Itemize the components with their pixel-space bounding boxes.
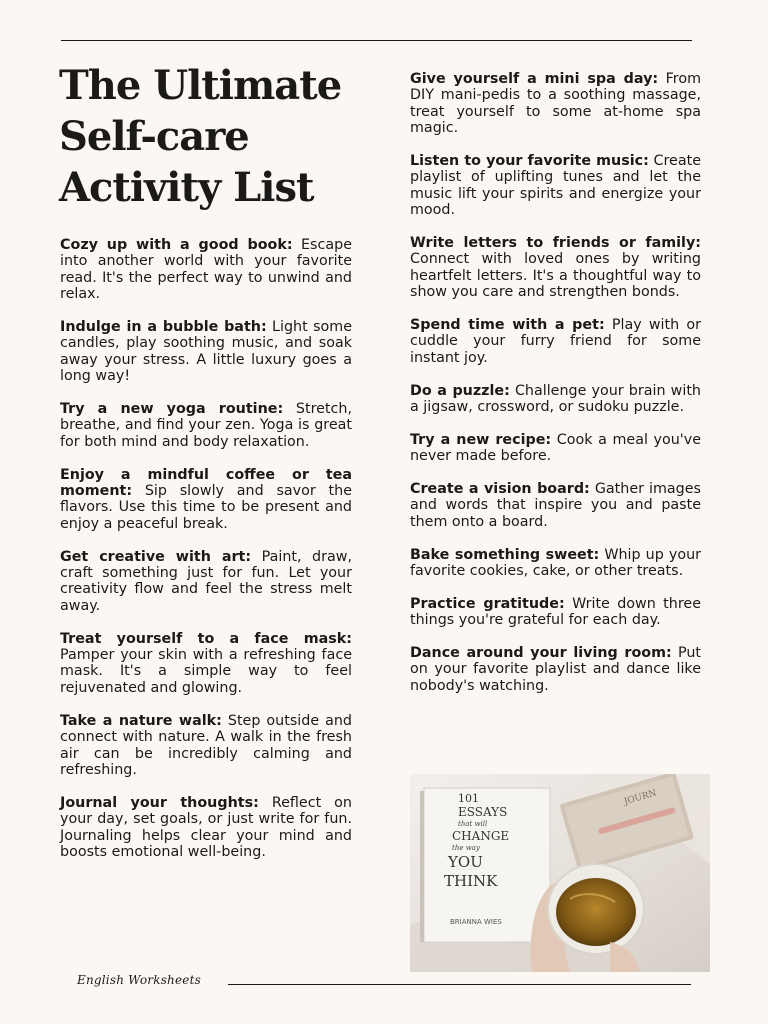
activity-title: Get creative with art: xyxy=(60,548,252,565)
activity-description: Sip slowly and savor the flavors. Use this time to be present and enjoy a peaceful break. xyxy=(60,483,352,532)
activity-title: Cozy up with a good book: xyxy=(60,237,293,253)
right-column xyxy=(410,71,701,711)
activity-title: Create a vision board: xyxy=(410,481,590,498)
activity-item xyxy=(60,713,352,779)
activity-description: Whip up your favorite cookies, cake, or other treats. xyxy=(410,546,702,580)
activity-title: Write letters to friends or family: xyxy=(410,235,701,252)
activity-title: Try a new yoga routine: xyxy=(60,401,284,418)
activity-item xyxy=(60,631,352,697)
activity-description: Write down three things you're grateful for each day. xyxy=(410,595,701,629)
activity-title: Spend time with a pet: xyxy=(410,317,605,334)
activity-title: Take a nature walk: xyxy=(60,712,222,729)
activity-title: Treat yourself to a face mask: xyxy=(60,630,352,647)
activity-title: Indulge in a bubble bath: xyxy=(60,319,267,336)
activity-title: Practice gratitude: xyxy=(410,595,565,612)
activity-item xyxy=(410,481,701,530)
activity-item xyxy=(410,547,701,580)
activity-description: Gather images and words that inspire you and paste them onto a board. xyxy=(410,481,701,530)
book-title-line-2: ESSAYS xyxy=(458,805,508,819)
book-title-line-3: that will xyxy=(458,820,488,828)
book-title-line-5: the way xyxy=(452,844,480,852)
activity-description: Cook a meal you've never made before. xyxy=(410,431,701,465)
left-column xyxy=(60,237,352,877)
activity-title: Give yourself a mini spa day: xyxy=(410,71,659,87)
activity-title: Listen to your favorite music: xyxy=(410,153,649,170)
activity-title: Bake something sweet: xyxy=(410,546,600,563)
activity-title: Try a new recipe: xyxy=(410,431,552,448)
activity-item xyxy=(60,467,352,533)
activity-description: Create playlist of uplifting tunes and let the music lift your spirits and energize your mood. xyxy=(410,153,701,219)
activity-item xyxy=(410,383,701,416)
activity-description: Step outside and connect with nature. A walk in the fresh air can be incredibly calming and refreshing. xyxy=(60,712,353,778)
activity-title: Journal your thoughts: xyxy=(60,794,259,811)
footer-brand: English Worksheets xyxy=(77,973,201,987)
activity-description: Connect with loved ones by writing heartfelt letters. It's a thoughtful way to show you care and strengthen bonds. xyxy=(410,251,701,301)
activity-description: Put on your favorite playlist and dance like nobody's watching. xyxy=(410,645,702,694)
top-divider xyxy=(61,40,692,41)
activity-item xyxy=(410,235,701,301)
activity-item xyxy=(60,795,352,861)
activity-item xyxy=(410,71,701,137)
activity-description: Stretch, breathe, and find your zen. Yoga is great for both mind and body relaxation. xyxy=(60,401,353,450)
photo-illustration xyxy=(410,774,710,972)
activity-title: Dance around your living room: xyxy=(410,645,672,662)
tea-and-book-photo xyxy=(410,774,710,972)
activity-description: Pamper your skin with a refreshing face mask. It's a simple way to feel rejuvenated and glowing. xyxy=(60,647,352,696)
activity-item xyxy=(60,319,352,385)
activity-description: Play with or cuddle your furry friend for some instant joy. xyxy=(410,317,701,366)
activity-description: Challenge your brain with a jigsaw, crossword, or sudoku puzzle. xyxy=(410,382,701,416)
book-title-line-6: YOU xyxy=(448,853,483,871)
book-title-line-4: CHANGE xyxy=(452,829,510,843)
activity-item xyxy=(410,432,701,465)
activity-title: Enjoy a mindful coffee or tea moment: xyxy=(60,466,352,500)
activity-item xyxy=(410,645,701,694)
book-title-line-1: 101 xyxy=(458,792,479,805)
activity-item xyxy=(60,549,352,615)
bottom-divider xyxy=(228,984,691,985)
activity-item xyxy=(410,596,701,629)
activity-item xyxy=(410,317,701,366)
book-title-line-7: THINK xyxy=(444,872,498,890)
page-title: The Ultimate Self-care Activity List xyxy=(59,62,342,211)
activity-item xyxy=(410,153,701,219)
activity-item xyxy=(60,237,352,303)
activity-description: Light some candles, play soothing music, and soak away your stress. A little luxury goes a long way! xyxy=(60,319,352,385)
activity-description: Escape into another world with your favorite read. It's the perfect way to unwind and relax. xyxy=(60,237,352,303)
activity-item xyxy=(60,401,352,450)
activity-description: From DIY mani-pedis to a soothing massage, treat yourself to some at-home spa magic. xyxy=(410,71,701,137)
book-author: BRIANNA WIES xyxy=(450,918,502,926)
activity-description: Reflect on your day, set goals, or just write for fun. Journaling helps clear your mind and boosts emotional well-being. xyxy=(60,794,352,860)
activity-description: Paint, draw, craft something just for fun. Let your creativity flow and feel the stress melt away. xyxy=(60,548,352,614)
journal-cover-text: JOURN xyxy=(623,788,658,808)
activity-title: Do a puzzle: xyxy=(410,382,510,399)
